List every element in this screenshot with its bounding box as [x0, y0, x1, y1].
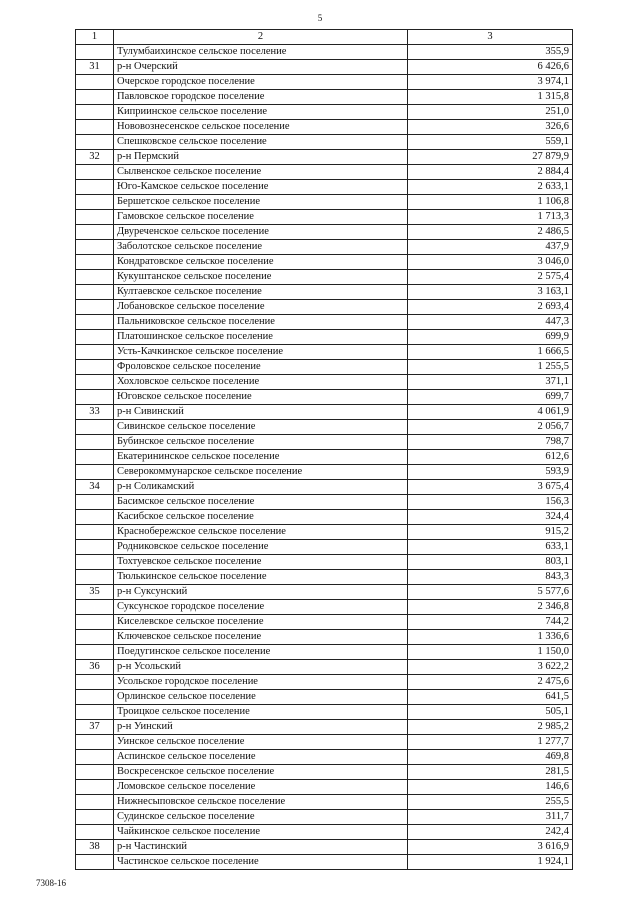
row-name: Аспинское сельское поселение [114, 750, 408, 765]
table-row [76, 690, 573, 705]
table-row [76, 750, 573, 765]
table-row [76, 585, 573, 600]
row-name: Кукуштанское сельское поселение [114, 270, 408, 285]
row-number [76, 735, 114, 750]
row-number [76, 540, 114, 555]
row-number [76, 555, 114, 570]
row-value: 156,3 [408, 495, 573, 510]
row-name: Усольское городское поселение [114, 675, 408, 690]
row-number [76, 675, 114, 690]
row-value: 3 616,9 [408, 840, 573, 855]
row-number: 38 [76, 840, 114, 855]
table-row [76, 675, 573, 690]
table-row [76, 840, 573, 855]
row-name: Чайкинское сельское поселение [114, 825, 408, 840]
row-value: 242,4 [408, 825, 573, 840]
row-value: 798,7 [408, 435, 573, 450]
table-row [76, 180, 573, 195]
row-number [76, 495, 114, 510]
row-number [76, 705, 114, 720]
row-value: 1 150,0 [408, 645, 573, 660]
page-number: 5 [317, 13, 323, 23]
row-number [76, 255, 114, 270]
row-number [76, 345, 114, 360]
row-name: р-н Пермский [114, 150, 408, 165]
row-name: Тулумбаихинское сельское поселение [114, 45, 408, 60]
table-body [76, 45, 573, 870]
table-row [76, 495, 573, 510]
row-number [76, 465, 114, 480]
row-name: Бершетское сельское поселение [114, 195, 408, 210]
table-row [76, 555, 573, 570]
row-value: 2 475,6 [408, 675, 573, 690]
table-row [76, 765, 573, 780]
row-value: 612,6 [408, 450, 573, 465]
row-name: Уинское сельское поселение [114, 735, 408, 750]
row-name: Юго-Камское сельское поселение [114, 180, 408, 195]
table-row [76, 735, 573, 750]
row-value: 251,0 [408, 105, 573, 120]
table-row [76, 480, 573, 495]
table-row [76, 570, 573, 585]
table-row [76, 270, 573, 285]
table-row [76, 120, 573, 135]
row-value: 3 046,0 [408, 255, 573, 270]
row-number [76, 570, 114, 585]
table-row [76, 345, 573, 360]
table-row [76, 300, 573, 315]
row-value: 3 622,2 [408, 660, 573, 675]
row-number [76, 330, 114, 345]
table-row [76, 465, 573, 480]
row-value: 699,7 [408, 390, 573, 405]
table-row [76, 285, 573, 300]
table-row [76, 780, 573, 795]
row-name: Фроловское сельское поселение [114, 360, 408, 375]
row-number [76, 510, 114, 525]
row-name: Кондратовское сельское поселение [114, 255, 408, 270]
row-value: 1 255,5 [408, 360, 573, 375]
row-value: 1 336,6 [408, 630, 573, 645]
table-row [76, 645, 573, 660]
row-name: Тюлькинское сельское поселение [114, 570, 408, 585]
table-row [76, 90, 573, 105]
table-row [76, 105, 573, 120]
row-value: 2 985,2 [408, 720, 573, 735]
footer-code: 7308-16 [36, 878, 66, 888]
row-value: 3 163,1 [408, 285, 573, 300]
row-name: Заболотское сельское поселение [114, 240, 408, 255]
row-value: 2 575,4 [408, 270, 573, 285]
row-value: 699,9 [408, 330, 573, 345]
row-name: Судинское сельское поселение [114, 810, 408, 825]
row-value: 2 693,4 [408, 300, 573, 315]
row-value: 281,5 [408, 765, 573, 780]
row-number [76, 810, 114, 825]
row-name: Частинское сельское поселение [114, 855, 408, 870]
row-number [76, 285, 114, 300]
row-value: 1 713,3 [408, 210, 573, 225]
row-value: 593,9 [408, 465, 573, 480]
row-value: 1 106,8 [408, 195, 573, 210]
row-name: р-н Уинский [114, 720, 408, 735]
row-name: Усть-Качкинское сельское поселение [114, 345, 408, 360]
row-number [76, 315, 114, 330]
row-name: Касибское сельское поселение [114, 510, 408, 525]
row-name: Троицкое сельское поселение [114, 705, 408, 720]
row-value: 1 666,5 [408, 345, 573, 360]
row-value: 2 346,8 [408, 600, 573, 615]
row-value: 3 974,1 [408, 75, 573, 90]
table-row [76, 225, 573, 240]
row-value: 3 675,4 [408, 480, 573, 495]
row-name: р-н Сивинский [114, 405, 408, 420]
table-row [76, 45, 573, 60]
table-row [76, 210, 573, 225]
row-name: Нововознесенское сельское поселение [114, 120, 408, 135]
row-value: 843,3 [408, 570, 573, 585]
row-value: 324,4 [408, 510, 573, 525]
row-name: Киселевское сельское поселение [114, 615, 408, 630]
row-number [76, 765, 114, 780]
row-value: 744,2 [408, 615, 573, 630]
row-name: Сивинское сельское поселение [114, 420, 408, 435]
row-name: Хохловское сельское поселение [114, 375, 408, 390]
table-row [76, 600, 573, 615]
table-row [76, 150, 573, 165]
row-value: 2 633,1 [408, 180, 573, 195]
row-name: Гамовское сельское поселение [114, 210, 408, 225]
row-value: 641,5 [408, 690, 573, 705]
row-value: 27 879,9 [408, 150, 573, 165]
row-name: Спешковское сельское поселение [114, 135, 408, 150]
row-value: 255,5 [408, 795, 573, 810]
row-name: Юговское сельское поселение [114, 390, 408, 405]
header-row [76, 30, 573, 45]
row-value: 1 315,8 [408, 90, 573, 105]
table-row [76, 660, 573, 675]
table-row [76, 135, 573, 150]
table-row [76, 615, 573, 630]
row-number [76, 180, 114, 195]
table-row [76, 450, 573, 465]
data-table [75, 29, 573, 870]
table-row [76, 705, 573, 720]
table-row [76, 60, 573, 75]
header-col-2: 2 [114, 30, 408, 45]
row-name: Киприинское сельское поселение [114, 105, 408, 120]
row-name: Култаевское сельское поселение [114, 285, 408, 300]
row-value: 326,6 [408, 120, 573, 135]
row-name: Бубинское сельское поселение [114, 435, 408, 450]
row-name: Басимское сельское поселение [114, 495, 408, 510]
table-row [76, 375, 573, 390]
row-value: 437,9 [408, 240, 573, 255]
row-name: р-н Очерский [114, 60, 408, 75]
row-number [76, 525, 114, 540]
row-value: 2 486,5 [408, 225, 573, 240]
table-row [76, 315, 573, 330]
row-name: Пальниковское сельское поселение [114, 315, 408, 330]
row-value: 6 426,6 [408, 60, 573, 75]
row-name: Северокоммунарское сельское поселение [114, 465, 408, 480]
row-value: 1 924,1 [408, 855, 573, 870]
row-number [76, 270, 114, 285]
row-number [76, 825, 114, 840]
row-number [76, 360, 114, 375]
row-value: 2 056,7 [408, 420, 573, 435]
table-row [76, 540, 573, 555]
row-value: 355,9 [408, 45, 573, 60]
row-number [76, 300, 114, 315]
row-value: 311,7 [408, 810, 573, 825]
table-row [76, 390, 573, 405]
row-name: Тохтуевское сельское поселение [114, 555, 408, 570]
table-row [76, 360, 573, 375]
row-name: Лобановское сельское поселение [114, 300, 408, 315]
row-number: 34 [76, 480, 114, 495]
row-value: 4 061,9 [408, 405, 573, 420]
row-number [76, 75, 114, 90]
row-number [76, 435, 114, 450]
row-number: 37 [76, 720, 114, 735]
table-row [76, 405, 573, 420]
row-number [76, 615, 114, 630]
row-name: Орлинское сельское поселение [114, 690, 408, 705]
row-name: Двуреченское сельское поселение [114, 225, 408, 240]
row-name: Платошинское сельское поселение [114, 330, 408, 345]
row-number [76, 855, 114, 870]
row-number [76, 420, 114, 435]
row-number: 36 [76, 660, 114, 675]
row-value: 803,1 [408, 555, 573, 570]
row-name: Краснобережское сельское поселение [114, 525, 408, 540]
row-number [76, 210, 114, 225]
row-number: 31 [76, 60, 114, 75]
row-number [76, 630, 114, 645]
table-row [76, 420, 573, 435]
table-row [76, 510, 573, 525]
row-number [76, 645, 114, 660]
row-value: 371,1 [408, 375, 573, 390]
table-row [76, 165, 573, 180]
row-number [76, 600, 114, 615]
row-value: 447,3 [408, 315, 573, 330]
row-name: Поедугинское сельское поселение [114, 645, 408, 660]
row-number [76, 105, 114, 120]
row-number [76, 795, 114, 810]
table-row [76, 795, 573, 810]
row-number [76, 390, 114, 405]
table-row [76, 855, 573, 870]
row-value: 633,1 [408, 540, 573, 555]
header-col-1: 1 [76, 30, 114, 45]
row-name: Суксунское городское поселение [114, 600, 408, 615]
row-name: р-н Соликамский [114, 480, 408, 495]
table-row [76, 630, 573, 645]
row-value: 5 577,6 [408, 585, 573, 600]
row-name: Павловское городское поселение [114, 90, 408, 105]
row-name: Ключевское сельское поселение [114, 630, 408, 645]
table-row [76, 240, 573, 255]
row-number: 35 [76, 585, 114, 600]
row-name: р-н Усольский [114, 660, 408, 675]
table-row [76, 75, 573, 90]
row-number [76, 690, 114, 705]
row-value: 146,6 [408, 780, 573, 795]
row-name: Очерское городское поселение [114, 75, 408, 90]
row-value: 469,8 [408, 750, 573, 765]
header-col-3: 3 [408, 30, 573, 45]
row-name: р-н Суксунский [114, 585, 408, 600]
table-row [76, 330, 573, 345]
table-row [76, 255, 573, 270]
row-name: Сылвенское сельское поселение [114, 165, 408, 180]
row-value: 559,1 [408, 135, 573, 150]
row-number [76, 240, 114, 255]
row-name: Нижнесыповское сельское поселение [114, 795, 408, 810]
row-number [76, 750, 114, 765]
row-number [76, 225, 114, 240]
table-row [76, 720, 573, 735]
row-value: 505,1 [408, 705, 573, 720]
row-number [76, 375, 114, 390]
row-number [76, 195, 114, 210]
row-number: 33 [76, 405, 114, 420]
table-row [76, 825, 573, 840]
row-name: Родниковское сельское поселение [114, 540, 408, 555]
table-row [76, 810, 573, 825]
row-value: 915,2 [408, 525, 573, 540]
row-number [76, 165, 114, 180]
table-row [76, 435, 573, 450]
table-row [76, 525, 573, 540]
row-value: 2 884,4 [408, 165, 573, 180]
row-name: р-н Частинский [114, 840, 408, 855]
row-number [76, 135, 114, 150]
row-number [76, 450, 114, 465]
row-name: Екатерининское сельское поселение [114, 450, 408, 465]
row-number [76, 90, 114, 105]
row-number: 32 [76, 150, 114, 165]
row-number [76, 120, 114, 135]
row-name: Ломовское сельское поселение [114, 780, 408, 795]
table-row [76, 195, 573, 210]
row-number [76, 780, 114, 795]
row-name: Воскресенское сельское поселение [114, 765, 408, 780]
row-value: 1 277,7 [408, 735, 573, 750]
row-number [76, 45, 114, 60]
